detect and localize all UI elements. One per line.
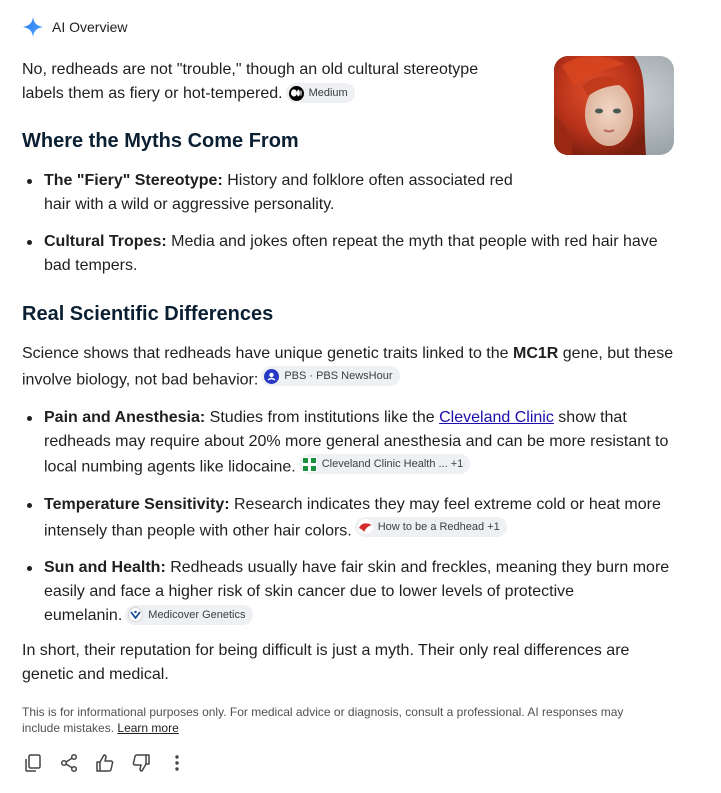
list-item-bold: Cultural Tropes:	[44, 233, 167, 250]
list-item: The "Fiery" Stereotype: History and folklore often associated red hair with a wild or aggressive personality.	[22, 169, 682, 217]
gene-name: MC1R	[512, 345, 559, 362]
redhead-logo-icon	[358, 519, 373, 534]
copy-icon[interactable]	[22, 752, 44, 774]
cleveland-clinic-link[interactable]: Cleveland Clinic	[439, 409, 554, 426]
disclaimer	[22, 704, 662, 736]
list-item-bold: Temperature Sensitivity:	[44, 495, 230, 513]
source-chip-redhead[interactable]	[355, 517, 507, 537]
list-item: Temperature Sensitivity: Research indicates they may feel extreme cold or heat more intensely than people with other hair colors. How to be a Redhead +1	[22, 493, 692, 544]
list-item-bold: The "Fiery" Stereotype:	[44, 172, 223, 189]
section-heading-science: Real Scientific Differences	[22, 303, 274, 325]
source-chip-cleveland[interactable]	[299, 454, 471, 474]
science-intro-paragraph: Science shows that redheads have unique genetic traits linked to the MC1R gene, but these involve biology, not bad behavior: PBS · PBS NewsHour	[22, 345, 674, 389]
summary-paragraph: In short, their reputation for being difficult is just a myth. Their only real differences are genetic and medical.	[22, 642, 630, 683]
myths-list	[22, 169, 682, 278]
medium-logo-icon	[289, 86, 304, 101]
ai-overview-header	[22, 16, 127, 38]
source-chip-label: Medium	[308, 87, 348, 99]
list-item: Sun and Health: Redheads usually have fair skin and freckles, meaning they burn more easily and face a higher risk of skin cancer due to lower levels of protective eumelanin. Medicover Genetics	[22, 556, 692, 628]
gemini-sparkle-icon	[22, 16, 44, 38]
intro-line-1: No, redheads are not "trouble," though an old cultural stereotype	[22, 61, 479, 78]
list-item: Cultural Tropes: Media and jokes often repeat the myth that people with red hair have bad tempers.	[22, 230, 682, 278]
feedback-action-bar	[22, 752, 202, 774]
source-chip-label: PBS · PBS NewsHour	[284, 370, 393, 382]
cleveland-clinic-icon	[302, 457, 317, 472]
share-icon[interactable]	[58, 752, 80, 774]
pbs-logo-icon	[264, 369, 279, 384]
learn-more-link[interactable]: Learn more	[117, 721, 179, 735]
list-item-bold: Sun and Health:	[44, 559, 166, 576]
source-chip-medium[interactable]	[286, 83, 355, 103]
disclaimer-text: This is for informational purposes only. For medical advice or diagnosis, consult a professional. AI responses may include mistakes.	[22, 705, 624, 735]
list-item-bold: Pain and Anesthesia:	[44, 409, 206, 426]
portrait-illustration	[554, 56, 674, 155]
list-item: Pain and Anesthesia: Studies from institutions like the Cleveland Clinic show that redheads may require about 20% more general anesthesia and can be more resistant to local numbing agents like lidocaine. Cleveland Clinic Health ... +1	[22, 406, 692, 480]
source-chip-label: How to be a Redhead +1	[377, 520, 500, 533]
medicover-icon	[128, 607, 143, 622]
ai-overview-title: AI Overview	[52, 19, 128, 35]
source-chip-label: Cleveland Clinic Health ... +1	[321, 458, 464, 470]
science-list	[22, 406, 692, 628]
source-chip-pbs[interactable]	[261, 366, 399, 386]
section-heading-myths: Where the Myths Come From	[22, 130, 299, 152]
thumbs-up-icon[interactable]	[94, 752, 116, 774]
redhead-portrait-image[interactable]	[554, 56, 674, 155]
source-chip-medicover[interactable]	[125, 605, 252, 625]
source-chip-label: Medicover Genetics	[148, 608, 246, 621]
thumbs-down-icon[interactable]	[130, 752, 152, 774]
more-vert-icon[interactable]	[166, 752, 188, 774]
intro-paragraph	[22, 58, 542, 106]
intro-line-2: labels them as fiery or hot-tempered. Medium	[22, 82, 542, 106]
